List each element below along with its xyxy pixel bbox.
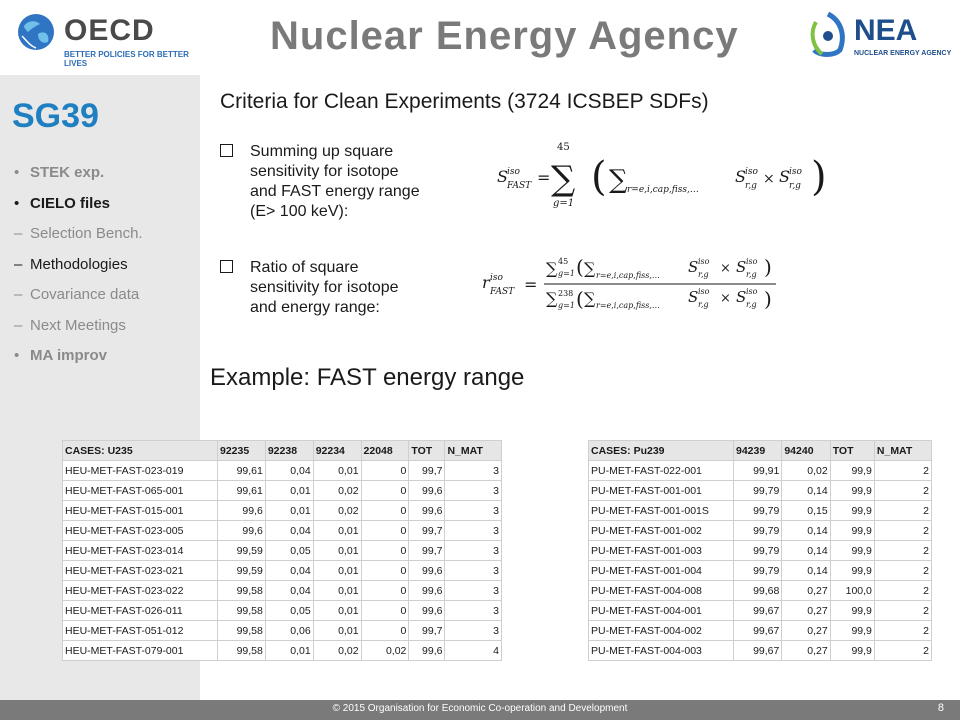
value-cell: 99,79: [734, 561, 782, 581]
value-cell: 99,59: [218, 541, 266, 561]
column-header: 92235: [218, 441, 266, 461]
value-cell: 2: [874, 621, 931, 641]
value-cell: 0,04: [265, 461, 313, 481]
table-row: [63, 621, 502, 641]
case-name-cell: HEU-MET-FAST-065-001: [63, 481, 218, 501]
value-cell: 0,01: [313, 521, 361, 541]
value-cell: 100,0: [830, 581, 874, 601]
oecd-tagline: BETTER POLICIES FOR BETTER LIVES: [64, 50, 189, 68]
svg-text:×: ×: [763, 171, 775, 187]
svg-text:): ): [764, 287, 772, 311]
svg-text:∑: ∑: [584, 289, 596, 308]
case-name-cell: HEU-MET-FAST-023-021: [63, 561, 218, 581]
svg-text:S: S: [497, 167, 508, 186]
value-cell: 99,9: [830, 601, 874, 621]
value-cell: 99,7: [409, 541, 445, 561]
case-name-cell: PU-MET-FAST-001-001S: [589, 501, 734, 521]
value-cell: 0,14: [782, 541, 830, 561]
formula-r-fast: [480, 250, 840, 320]
table-row: [63, 461, 502, 481]
value-cell: 0,01: [313, 621, 361, 641]
value-cell: 99,9: [830, 481, 874, 501]
value-cell: 99,6: [409, 601, 445, 621]
svg-text:45: 45: [557, 142, 570, 153]
value-cell: 2: [874, 561, 931, 581]
value-cell: 0,01: [313, 541, 361, 561]
dash: –: [14, 316, 23, 334]
value-cell: 0,14: [782, 481, 830, 501]
value-cell: 99,6: [409, 561, 445, 581]
case-name-cell: PU-MET-FAST-004-001: [589, 601, 734, 621]
svg-text:g=1: g=1: [558, 301, 575, 310]
example-heading: Example: FAST energy range: [210, 364, 525, 391]
value-cell: 3: [445, 601, 502, 621]
value-cell: 99,68: [734, 581, 782, 601]
value-cell: 2: [874, 581, 931, 601]
case-name-cell: HEU-MET-FAST-023-005: [63, 521, 218, 541]
formula-s-fast: [495, 138, 855, 218]
svg-text:=: =: [524, 275, 538, 294]
sidebar-item-ma-improv[interactable]: [14, 344, 143, 375]
sidebar-nav: [14, 161, 143, 375]
table-row: [63, 541, 502, 561]
sidebar-item-label: Selection Bench.: [30, 225, 143, 242]
case-name-cell: PU-MET-FAST-001-004: [589, 561, 734, 581]
value-cell: 0,01: [265, 641, 313, 661]
svg-text:238: 238: [558, 289, 574, 298]
case-name-cell: PU-MET-FAST-004-002: [589, 621, 734, 641]
sidebar-item-label: CIELO files: [30, 194, 111, 212]
value-cell: 99,9: [830, 561, 874, 581]
value-cell: 0,27: [782, 581, 830, 601]
sidebar-item-meetings[interactable]: [14, 314, 143, 345]
column-header: TOT: [830, 441, 874, 461]
table-row: [63, 501, 502, 521]
svg-text:r,g: r,g: [698, 270, 709, 279]
value-cell: 0: [361, 501, 409, 521]
svg-text:∑: ∑: [546, 289, 558, 308]
oecd-logo: [12, 10, 192, 68]
svg-text:r=e,i,cap,fiss,…: r=e,i,cap,fiss,…: [596, 301, 660, 310]
svg-text:S: S: [688, 288, 699, 306]
value-cell: 99,9: [830, 541, 874, 561]
value-cell: 99,61: [218, 481, 266, 501]
table-u235: [62, 440, 502, 661]
oecd-wordmark: OECD: [64, 14, 155, 47]
case-name-cell: HEU-MET-FAST-026-011: [63, 601, 218, 621]
case-name-cell: HEU-MET-FAST-023-019: [63, 461, 218, 481]
table-row: [589, 621, 932, 641]
bullet: •: [14, 194, 20, 212]
case-name-cell: PU-MET-FAST-001-002: [589, 521, 734, 541]
svg-text:(: (: [576, 255, 584, 279]
value-cell: 4: [445, 641, 502, 661]
dash: –: [14, 255, 23, 273]
table-row: [63, 601, 502, 621]
column-header: TOT: [409, 441, 445, 461]
svg-text:r,g: r,g: [745, 181, 757, 191]
sidebar-item-methodologies[interactable]: [14, 253, 143, 284]
value-cell: 0,01: [313, 601, 361, 621]
value-cell: 0,15: [782, 501, 830, 521]
value-cell: 0: [361, 581, 409, 601]
value-cell: 2: [874, 481, 931, 501]
value-cell: 3: [445, 481, 502, 501]
dash: –: [14, 286, 23, 303]
table-row: [63, 581, 502, 601]
svg-text:iso: iso: [789, 167, 802, 177]
value-cell: 99,9: [830, 501, 874, 521]
sidebar-item-selection[interactable]: [14, 222, 143, 253]
svg-text:iso: iso: [698, 287, 710, 296]
value-cell: 3: [445, 581, 502, 601]
svg-text:iso: iso: [746, 257, 758, 266]
value-cell: 0: [361, 621, 409, 641]
value-cell: 99,79: [734, 501, 782, 521]
table-header-row: [63, 441, 502, 461]
svg-text:r=e,i,cap,fiss,…: r=e,i,cap,fiss,…: [627, 185, 699, 195]
value-cell: 0,27: [782, 621, 830, 641]
value-cell: 0,05: [265, 601, 313, 621]
value-cell: 0,02: [782, 461, 830, 481]
svg-text:×: ×: [720, 261, 731, 276]
column-header: N_MAT: [445, 441, 502, 461]
value-cell: 99,9: [830, 461, 874, 481]
svg-text:r,g: r,g: [698, 300, 709, 309]
slide-footer: [0, 700, 960, 720]
svg-text:(: (: [576, 287, 584, 311]
value-cell: 0: [361, 521, 409, 541]
value-cell: 0,06: [265, 621, 313, 641]
value-cell: 0,14: [782, 561, 830, 581]
page-number: 8: [937, 702, 944, 714]
value-cell: 0: [361, 481, 409, 501]
nea-tagline: NUCLEAR ENERGY AGENCY: [854, 50, 952, 57]
case-name-cell: HEU-MET-FAST-079-001: [63, 641, 218, 661]
svg-text:FAST: FAST: [507, 181, 532, 191]
svg-text:r=e,i,cap,fiss,…: r=e,i,cap,fiss,…: [596, 271, 660, 280]
value-cell: 0: [361, 461, 409, 481]
svg-text:=: =: [537, 168, 551, 187]
value-cell: 2: [874, 461, 931, 481]
svg-text:∑: ∑: [551, 159, 576, 199]
table-row: [589, 461, 932, 481]
svg-text:∑: ∑: [609, 165, 628, 195]
case-name-cell: HEU-MET-FAST-023-022: [63, 581, 218, 601]
sidebar-item-label: Covariance data: [30, 286, 140, 303]
svg-text:iso: iso: [490, 273, 503, 283]
case-name-cell: HEU-MET-FAST-023-014: [63, 541, 218, 561]
value-cell: 99,7: [409, 521, 445, 541]
svg-text:45: 45: [558, 257, 569, 266]
table-row: [63, 561, 502, 581]
column-header: N_MAT: [874, 441, 931, 461]
table-row: [589, 601, 932, 621]
svg-text:S: S: [779, 167, 790, 186]
sidebar-item-label: STEK exp.: [30, 164, 105, 181]
sidebar-item-covariance[interactable]: [14, 283, 143, 314]
value-cell: 0,04: [265, 561, 313, 581]
value-cell: 99,6: [409, 641, 445, 661]
dash: –: [14, 225, 23, 242]
value-cell: 0,02: [313, 501, 361, 521]
sidebar-item-stek[interactable]: [14, 161, 143, 192]
table-row: [589, 481, 932, 501]
nea-atom-icon: [806, 10, 850, 60]
globe-icon: [16, 12, 56, 52]
value-cell: 99,58: [218, 601, 266, 621]
table-row: [589, 561, 932, 581]
svg-text:r,g: r,g: [746, 300, 757, 309]
column-header: 94240: [782, 441, 830, 461]
value-cell: 0,02: [361, 641, 409, 661]
value-cell: 3: [445, 461, 502, 481]
value-cell: 3: [445, 621, 502, 641]
case-name-cell: PU-MET-FAST-022-001: [589, 461, 734, 481]
column-header: CASES: Pu239: [589, 441, 734, 461]
svg-text:S: S: [735, 167, 746, 186]
svg-text:FAST: FAST: [490, 287, 515, 297]
value-cell: 99,67: [734, 621, 782, 641]
svg-text:g=1: g=1: [553, 198, 575, 209]
column-header: 94239: [734, 441, 782, 461]
value-cell: 2: [874, 641, 931, 661]
case-name-cell: PU-MET-FAST-001-001: [589, 481, 734, 501]
svg-text:S: S: [736, 288, 747, 306]
column-header: 92234: [313, 441, 361, 461]
value-cell: 99,58: [218, 621, 266, 641]
value-cell: 0,04: [265, 581, 313, 601]
case-name-cell: PU-MET-FAST-001-003: [589, 541, 734, 561]
value-cell: 3: [445, 561, 502, 581]
value-cell: 99,58: [218, 641, 266, 661]
value-cell: 99,79: [734, 521, 782, 541]
svg-text:S: S: [688, 258, 699, 276]
bullet: •: [14, 164, 20, 181]
case-name-cell: HEU-MET-FAST-015-001: [63, 501, 218, 521]
table-row: [63, 481, 502, 501]
column-header: 92238: [265, 441, 313, 461]
value-cell: 99,6: [409, 481, 445, 501]
table-row: [589, 521, 932, 541]
case-name-cell: PU-MET-FAST-004-003: [589, 641, 734, 661]
value-cell: 99,9: [830, 521, 874, 541]
value-cell: 0,14: [782, 521, 830, 541]
value-cell: 99,79: [734, 541, 782, 561]
value-cell: 99,58: [218, 581, 266, 601]
value-cell: 99,61: [218, 461, 266, 481]
checkbox-icon: [220, 144, 233, 157]
value-cell: 99,9: [830, 621, 874, 641]
table-row: [589, 501, 932, 521]
svg-text:g=1: g=1: [558, 269, 575, 278]
case-name-cell: PU-MET-FAST-004-008: [589, 581, 734, 601]
value-cell: 3: [445, 501, 502, 521]
value-cell: 2: [874, 501, 931, 521]
svg-text:r,g: r,g: [789, 181, 801, 191]
value-cell: 2: [874, 541, 931, 561]
column-header: 22048: [361, 441, 409, 461]
value-cell: 99,79: [734, 481, 782, 501]
svg-text:r: r: [482, 273, 490, 292]
criterion-ratio-text: Ratio of square sensitivity for isotope and energy range:: [250, 259, 399, 316]
svg-text:∑: ∑: [584, 259, 596, 278]
value-cell: 2: [874, 601, 931, 621]
bullet: •: [14, 347, 20, 364]
table-row: [589, 641, 932, 661]
value-cell: 99,67: [734, 601, 782, 621]
svg-text:): ): [811, 154, 827, 200]
value-cell: 99,7: [409, 461, 445, 481]
value-cell: 3: [445, 541, 502, 561]
table-row: [63, 521, 502, 541]
slide-header: [0, 0, 960, 75]
value-cell: 0,02: [313, 641, 361, 661]
value-cell: 3: [445, 521, 502, 541]
value-cell: 0,04: [265, 521, 313, 541]
svg-text:iso: iso: [745, 167, 758, 177]
svg-text:×: ×: [720, 291, 731, 306]
header-title: Nuclear Energy Agency: [270, 14, 739, 58]
sidebar-item-label: MA improv: [30, 347, 107, 364]
table-pu239: [588, 440, 932, 661]
column-header: CASES: U235: [63, 441, 218, 461]
table-header-row: [589, 441, 932, 461]
value-cell: 0: [361, 541, 409, 561]
sidebar-item-label: Next Meetings: [30, 316, 126, 334]
svg-text:(: (: [591, 154, 607, 200]
svg-text:r,g: r,g: [746, 270, 757, 279]
table-row: [589, 581, 932, 601]
svg-text:S: S: [736, 258, 747, 276]
svg-text:): ): [764, 255, 772, 279]
svg-text:∑: ∑: [546, 259, 558, 278]
value-cell: 99,67: [734, 641, 782, 661]
criterion-sum-text: Summing up square sensitivity for isotope and FAST energy range (E> 100 keV):: [250, 143, 420, 220]
case-name-cell: HEU-MET-FAST-051-012: [63, 621, 218, 641]
table-row: [63, 641, 502, 661]
value-cell: 0,01: [313, 461, 361, 481]
checkbox-icon: [220, 260, 233, 273]
svg-text:iso: iso: [507, 167, 520, 177]
value-cell: 99,7: [409, 621, 445, 641]
value-cell: 99,59: [218, 561, 266, 581]
nea-wordmark: NEA: [854, 14, 918, 47]
value-cell: 0: [361, 601, 409, 621]
value-cell: 0,27: [782, 641, 830, 661]
table-row: [589, 541, 932, 561]
value-cell: 99,6: [409, 581, 445, 601]
value-cell: 99,6: [218, 521, 266, 541]
value-cell: 99,91: [734, 461, 782, 481]
copyright-text: © 2015 Organisation for Economic Co-operation and Development: [332, 703, 628, 714]
value-cell: 0,01: [313, 561, 361, 581]
value-cell: 0,01: [313, 581, 361, 601]
slide-title: Criteria for Clean Experiments (3724 ICSBEP SDFs): [220, 90, 709, 113]
value-cell: 99,6: [409, 501, 445, 521]
sidebar-item-cielo[interactable]: [14, 192, 143, 223]
value-cell: 0,27: [782, 601, 830, 621]
value-cell: 0,02: [313, 481, 361, 501]
svg-text:iso: iso: [698, 257, 710, 266]
value-cell: 0,01: [265, 481, 313, 501]
nea-logo: [806, 8, 956, 66]
value-cell: 0,05: [265, 541, 313, 561]
value-cell: 99,6: [218, 501, 266, 521]
value-cell: 2: [874, 521, 931, 541]
value-cell: 0,01: [265, 501, 313, 521]
sidebar-title: SG39: [12, 97, 99, 135]
value-cell: 0: [361, 561, 409, 581]
svg-text:iso: iso: [746, 287, 758, 296]
value-cell: 99,9: [830, 641, 874, 661]
sidebar-item-label: Methodologies: [30, 255, 128, 273]
